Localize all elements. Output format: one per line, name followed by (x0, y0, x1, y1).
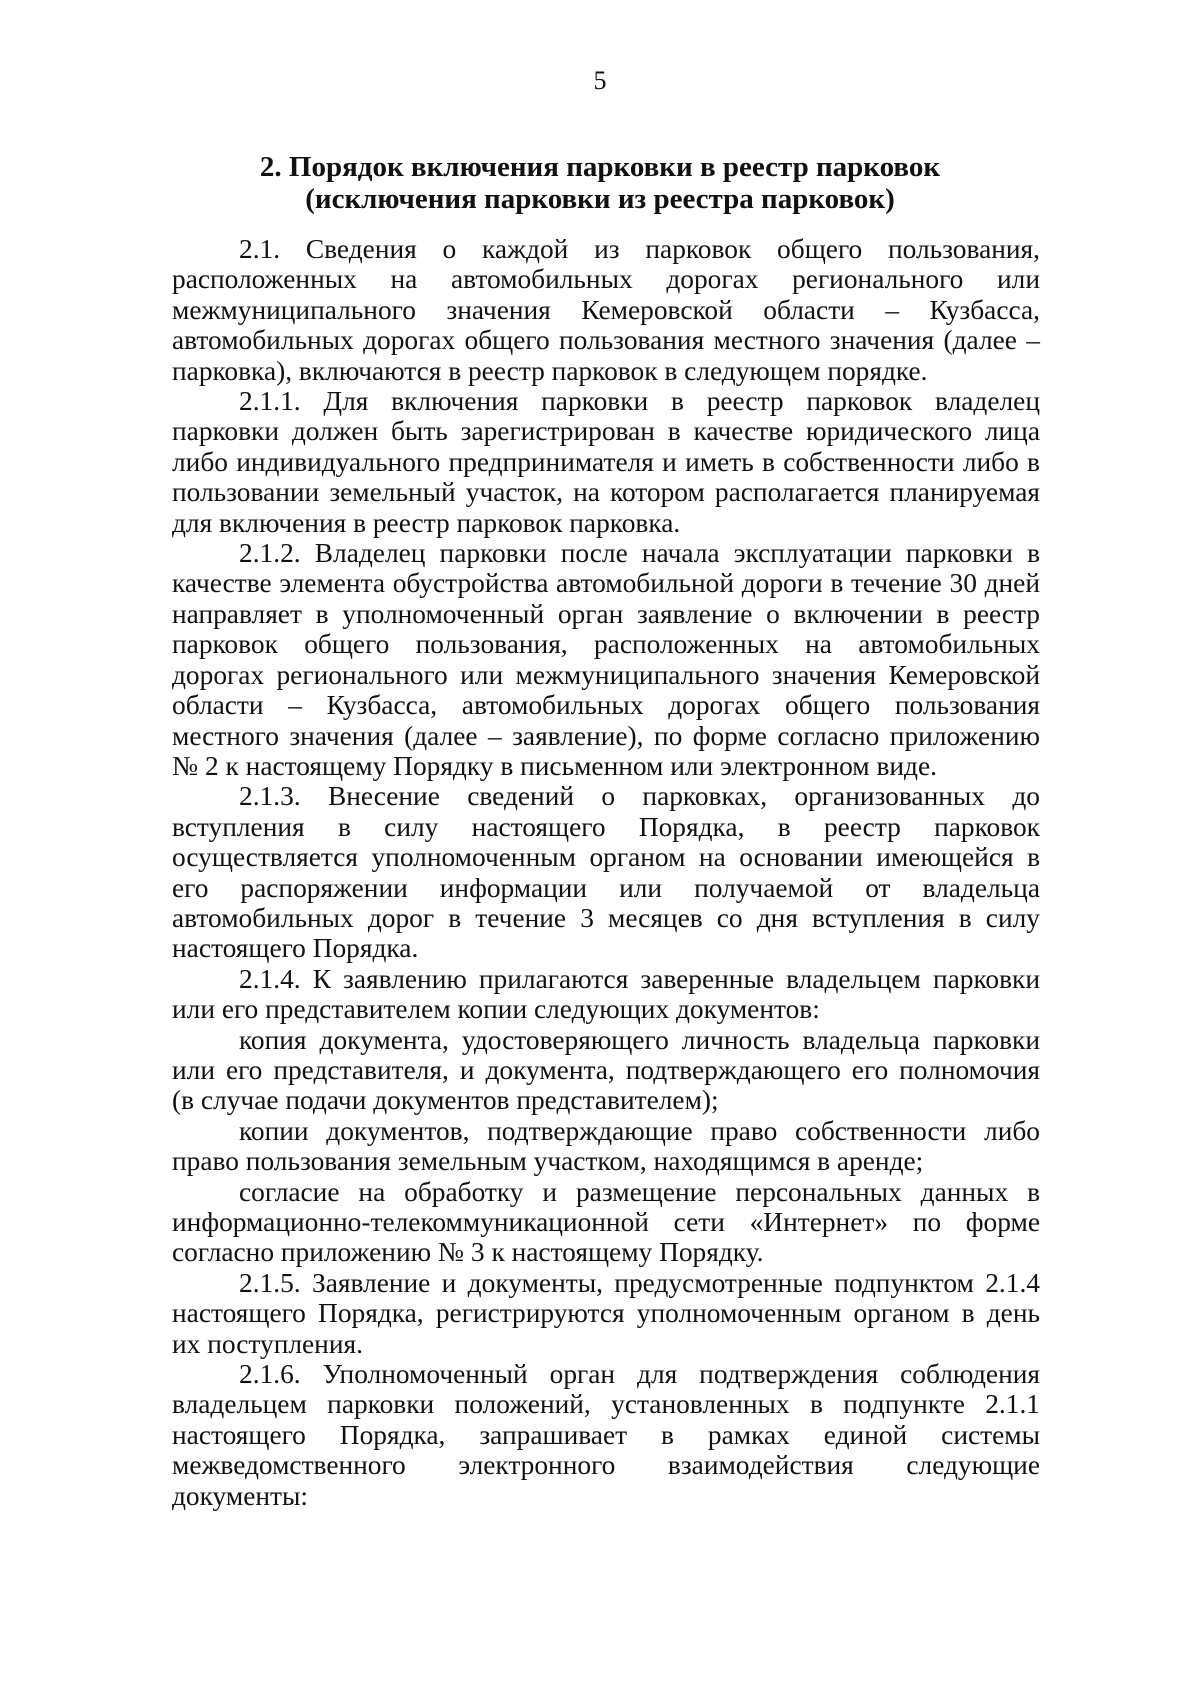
section-heading (160, 151, 1040, 215)
paragraph-2-1-1: 2.1.1. Для включения парковки в реестр парковок владелец парковки должен быть зарегистрирован в качестве юридического лица либо индивидуального предпринимателя и иметь в собственности либо в пользовании земельный участок, на котором располагается планируемая для включения в реестр парковок парковка. (172, 386, 1040, 538)
list-item-data-consent: согласие на обработку и размещение персональных данных в информационно-телекоммуникационной сети «Интернет» по форме согласно приложению № 3 к настоящему Порядку. (172, 1176, 1040, 1268)
section-heading-line-1: 2. Порядок включения парковки в реестр парковок (259, 151, 941, 183)
list-item-land-rights-copy: копии документов, подтверждающие право собственности либо право пользования земельным участком, находящимся в аренде; (172, 1115, 1040, 1177)
paragraph-2-1-5: 2.1.5. Заявление и документы, предусмотренные подпунктом 2.1.4 настоящего Порядка, регистрируются уполномоченным органом в день их поступления. (172, 1267, 1040, 1359)
paragraph-2-1-6: 2.1.6. Уполномоченный орган для подтверждения соблюдения владельцем парковки положений, установленных в подпункте 2.1.1 настоящего Порядка, запрашивает в рамках единой системы межведомственного электронного взаимодействия следующие документы: (172, 1359, 1040, 1511)
paragraph-2-1-3: 2.1.3. Внесение сведений о парковках, организованных до вступления в силу настоящего Порядка, в реестр парковок осуществляется уполномоченным органом на основании имеющейся в его распоряжении информации или получаемой от владельца автомобильных дорог в течение 3 месяцев со дня вступления в силу настоящего Порядка. (172, 781, 1040, 964)
section-heading-line-2: (исключения парковки из реестра парковок) (305, 183, 895, 215)
paragraph-2-1: 2.1. Сведения о каждой из парковок общего пользования, расположенных на автомобильных дорогах регионального или межмуниципального значения Кемеровской области – Кузбасса, автомобильных дорогах общего пользования местного значения (далее – парковка), включаются в реестр парковок в следующем порядке. (172, 234, 1040, 386)
page-number: 5 (593, 66, 607, 95)
paragraph-2-1-4: 2.1.4. К заявлению прилагаются заверенные владельцем парковки или его представителем копии следующих документов: (172, 963, 1040, 1025)
list-item-identity-copy: копия документа, удостоверяющего личность владельца парковки или его представителя, и документа, подтверждающего его полномочия (в случае подачи документов представителем); (172, 1024, 1040, 1116)
paragraph-2-1-2: 2.1.2. Владелец парковки после начала эксплуатации парковки в качестве элемента обустройства автомобильной дороги в течение 30 дней направляет в уполномоченный орган заявление о включении в реестр парковок общего пользования, расположенных на автомобильных дорогах регионального или межмуниципального значения Кемеровской области – Кузбасса, автомобильных дорогах общего пользования местного значения (далее – заявление), по форме согласно приложению № 2 к настоящему Порядку в письменном или электронном виде. (172, 538, 1040, 781)
document-body (172, 234, 1040, 1511)
